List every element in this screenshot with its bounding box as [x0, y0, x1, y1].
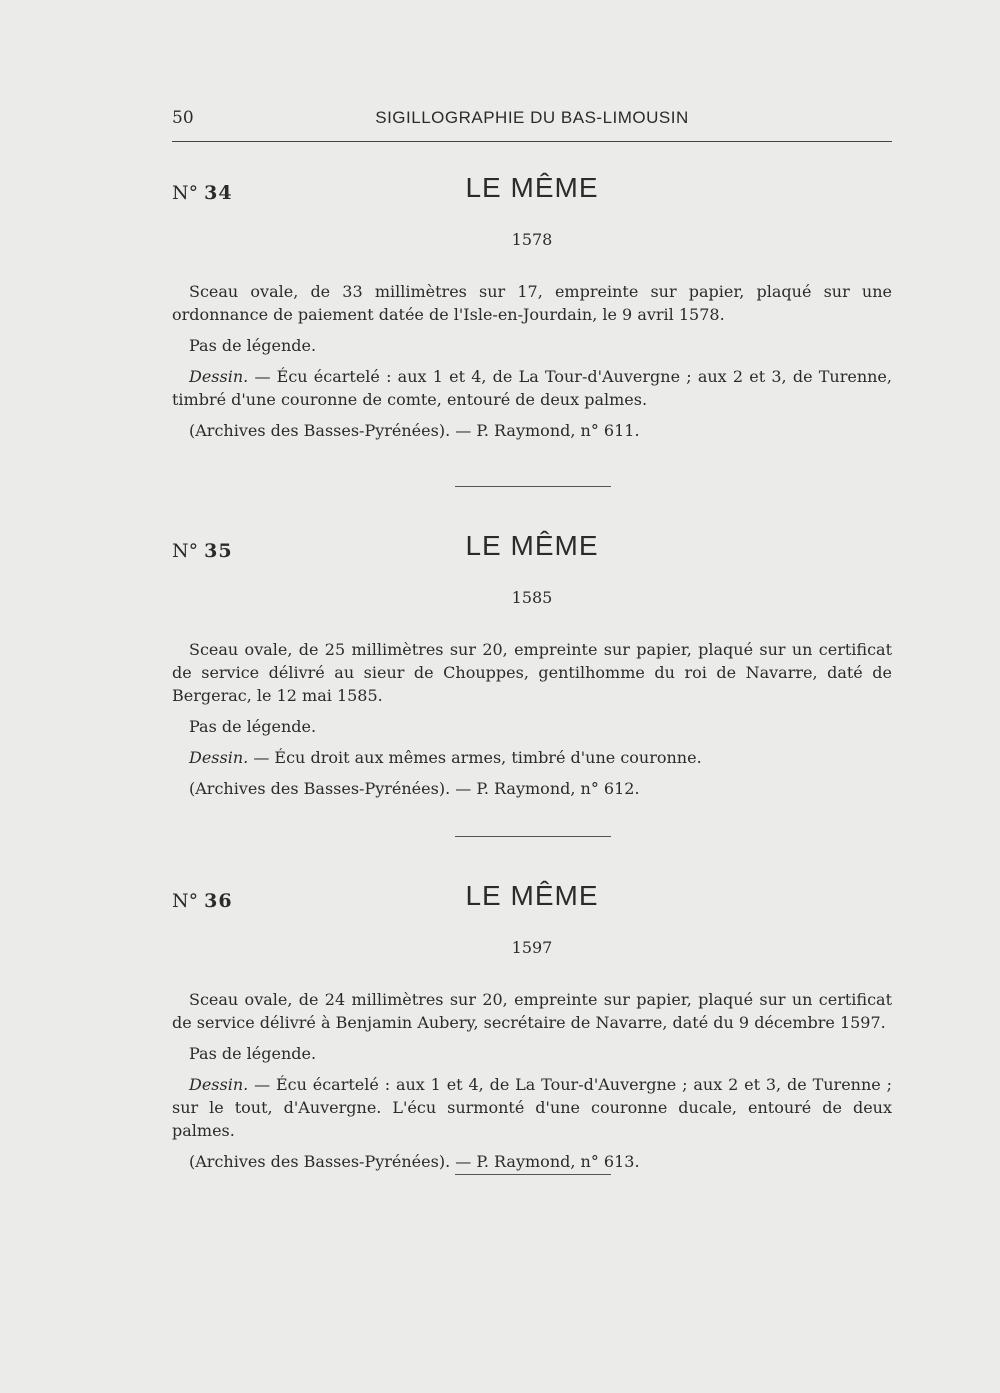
drawing-label: Dessin. [189, 748, 249, 767]
seal-drawing [172, 365, 892, 411]
seal-description: Sceau ovale, de 33 millimètres sur 17, empreinte sur papier, plaqué sur une ordonnance de paiement datée de l'Isle-en-Jourdain, le 9 avril 1578. [172, 282, 892, 324]
entry-number-value: 34 [204, 182, 233, 204]
drawing-label: Dessin. [189, 367, 249, 386]
entry-year: 1597 [511, 938, 553, 957]
entry-body [172, 988, 892, 1181]
entry-number-value: 36 [204, 890, 233, 912]
entry-separator [455, 486, 611, 487]
seal-reference: (Archives des Basses-Pyrénées). — P. Raymond, n° 612. [189, 779, 640, 798]
entry-number-prefix: N° [172, 182, 199, 204]
seal-description: Sceau ovale, de 24 millimètres sur 20, empreinte sur papier, plaqué sur un certificat de service délivré à Benjamin Aubery, secrétaire de Navarre, daté du 9 décembre 1597. [172, 990, 892, 1032]
entry-body [172, 638, 892, 808]
seal-legend: Pas de légende. [189, 336, 317, 355]
drawing-text: — Écu écartelé : aux 1 et 4, de La Tour-d'Auvergne ; aux 2 et 3, de Turenne, timbré d'une couronne de comte, entouré de deux palmes. [172, 367, 892, 409]
entry-number-prefix: N° [172, 890, 199, 912]
seal-entry-34 [172, 172, 892, 462]
seal-entry-36 [172, 880, 892, 1170]
entry-title: LE MÊME [465, 530, 599, 561]
entry-separator [455, 836, 611, 837]
drawing-label: Dessin. [189, 1075, 249, 1094]
running-title: SIGILLOGRAPHIE DU BAS-LIMOUSIN [375, 108, 689, 127]
drawing-text: — Écu écartelé : aux 1 et 4, de La Tour-d'Auvergne ; aux 2 et 3, de Turenne ; sur le tout, d'Auvergne. L'écu surmonté d'une couronne ducale, entouré de deux palmes. [172, 1075, 892, 1140]
seal-description: Sceau ovale, de 25 millimètres sur 20, empreinte sur papier, plaqué sur un certificat de service délivré au sieur de Chouppes, gentilhomme du roi de Navarre, daté de Bergerac, le 12 mai 1585. [172, 640, 892, 705]
entry-title: LE MÊME [465, 172, 599, 203]
seal-drawing [172, 1073, 892, 1142]
page-number: 50 [172, 108, 194, 128]
seal-reference: (Archives des Basses-Pyrénées). — P. Raymond, n° 613. [189, 1152, 640, 1171]
entry-year: 1585 [511, 588, 553, 607]
seal-reference: (Archives des Basses-Pyrénées). — P. Raymond, n° 611. [189, 421, 640, 440]
entry-number-value: 35 [204, 540, 233, 562]
drawing-text: — Écu droit aux mêmes armes, timbré d'une couronne. [253, 748, 702, 767]
entry-title: LE MÊME [465, 880, 599, 911]
seal-drawing [172, 746, 892, 769]
entry-separator [455, 1174, 611, 1175]
running-head [172, 108, 892, 132]
seal-legend: Pas de légende. [189, 717, 317, 736]
seal-legend: Pas de légende. [189, 1044, 317, 1063]
header-rule [172, 141, 892, 142]
entry-year: 1578 [511, 230, 553, 249]
seal-entry-35 [172, 530, 892, 820]
entry-body [172, 280, 892, 450]
entry-number-prefix: N° [172, 540, 199, 562]
